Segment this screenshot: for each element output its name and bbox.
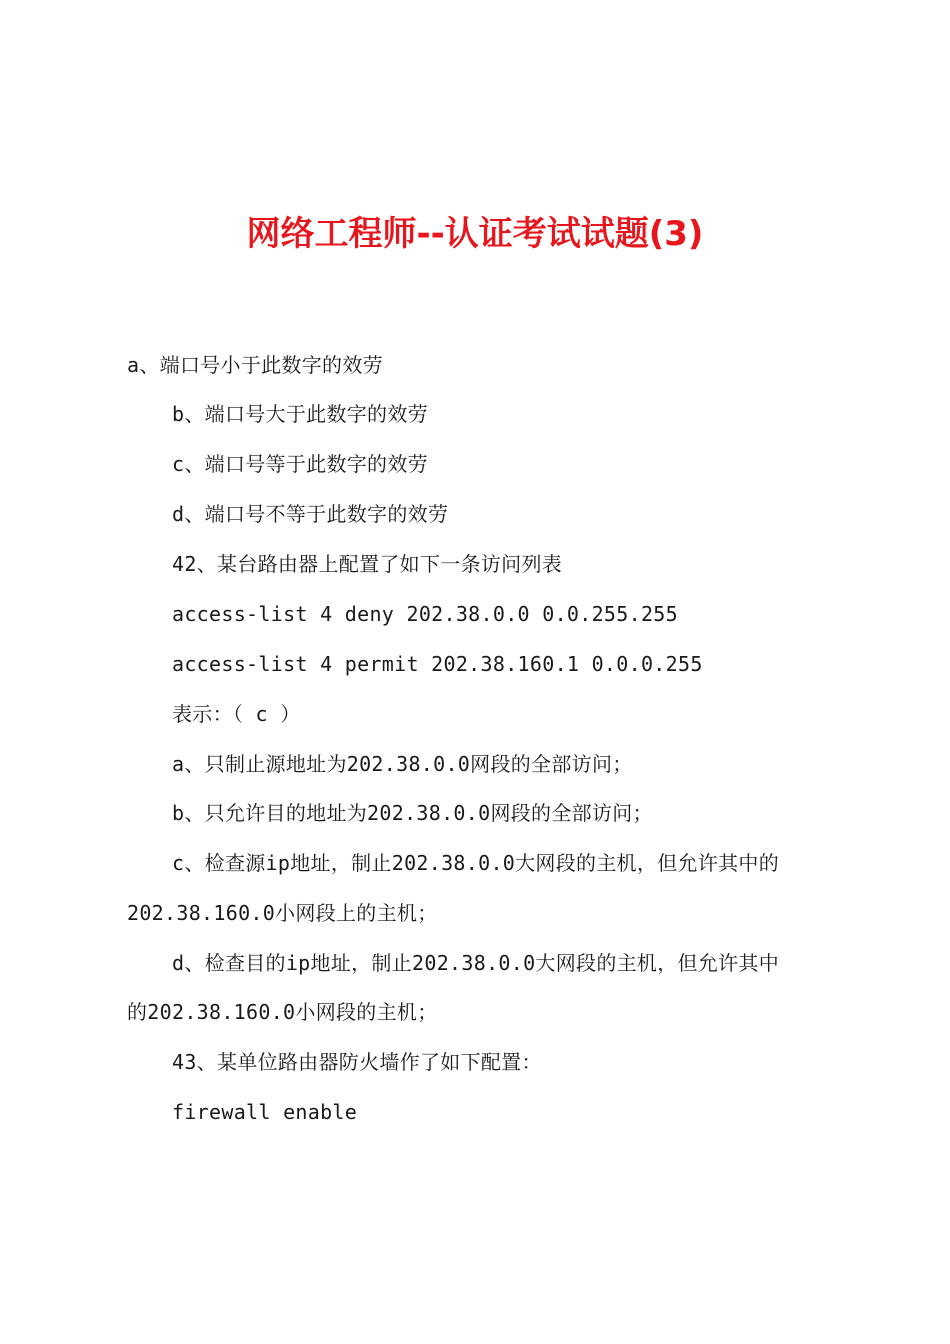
text-line: 202.38.160.0小网段上的主机； [127, 901, 438, 925]
text-line: a、只制止源地址为202.38.0.0网段的全部访问； [172, 752, 633, 776]
text-line: b、端口号大于此数字的效劳 [172, 402, 428, 426]
text-line: 的202.38.160.0小网段的主机； [127, 1000, 438, 1024]
text-line: 42、某台路由器上配置了如下一条访问列表 [172, 552, 563, 576]
text-line: c、端口号等于此数字的效劳 [172, 452, 428, 476]
text-line: 43、某单位路由器防火墙作了如下配置： [172, 1050, 542, 1074]
code-line: access-list 4 deny 202.38.0.0 0.0.255.255 [172, 602, 678, 626]
text-line: 表示：（ c ） [172, 702, 301, 726]
text-line: d、端口号不等于此数字的效劳 [172, 502, 449, 526]
text-line: a、端口号小于此数字的效劳 [127, 353, 383, 377]
text-line: b、只允许目的地址为202.38.0.0网段的全部访问； [172, 801, 653, 825]
text-line: c、检查源ip地址，制止202.38.0.0大网段的主机，但允许其中的 [172, 851, 780, 875]
code-line: firewall enable [172, 1100, 358, 1124]
document-title: 网络工程师--认证考试试题(3) [246, 214, 704, 254]
code-line: access-list 4 permit 202.38.160.1 0.0.0.255 [172, 652, 703, 676]
text-line: d、检查目的ip地址，制止202.38.0.0大网段的主机，但允许其中 [172, 951, 780, 975]
